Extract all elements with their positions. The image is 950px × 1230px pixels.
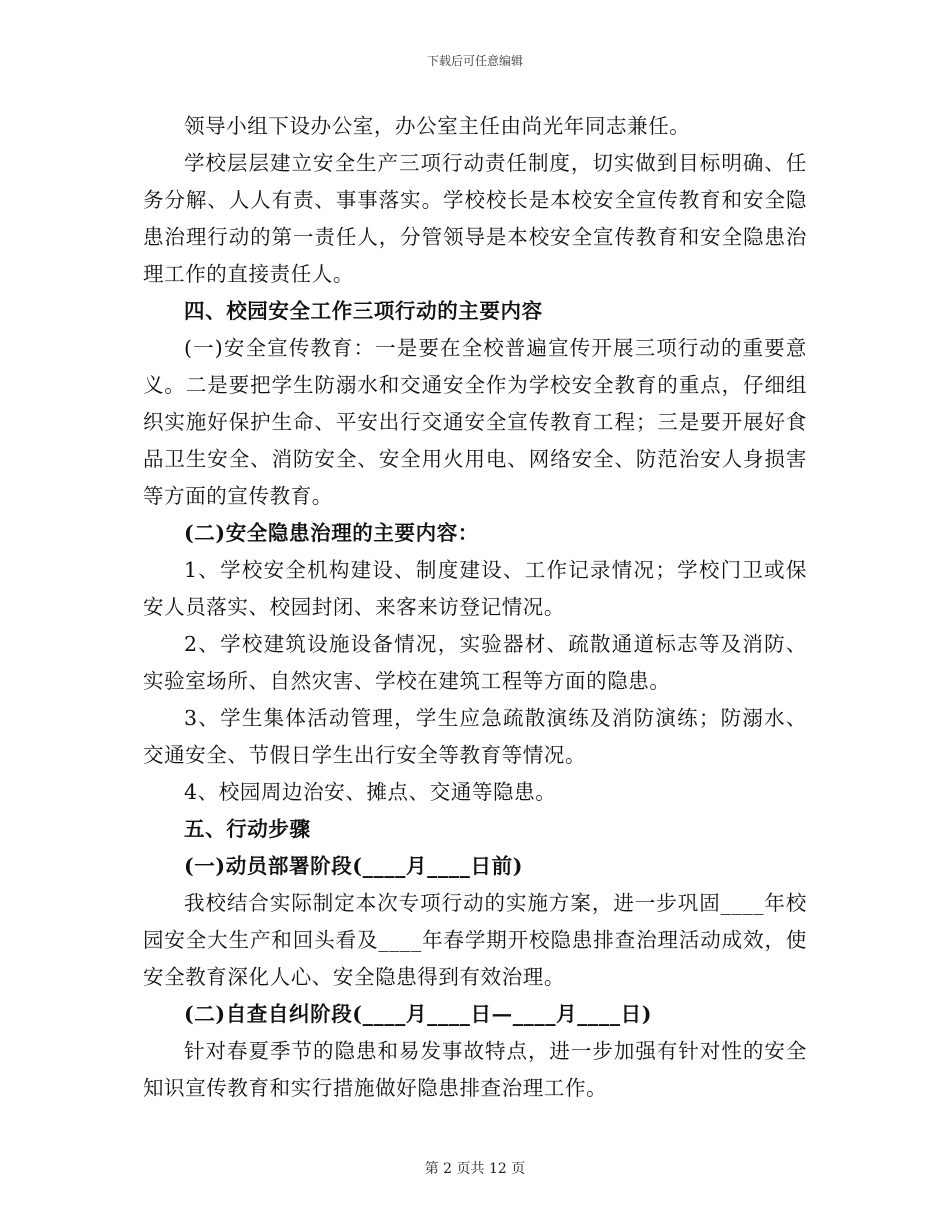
paragraph: 针对春夏季节的隐患和易发事故特点，进一步加强有针对性的安全知识宣传教育和实行措施做好隐患排查治理工作。 [143,1039,807,1100]
subsection-heading: (二)自查自纠阶段(____月____日—____月____日) [184,1002,652,1026]
list-item: 4、校园周边治安、摊点、交通等隐患。 [184,780,557,804]
list-item: 2、学校建筑设施设备情况，实验器材、疏散通道标志等及消防、实验室场所、自然灾害、学校在建筑工程等方面的隐患。 [143,632,807,693]
page-header: 下载后可任意编辑 [426,54,523,68]
list-item: 1、学校安全机构建设、制度建设、工作记录情况；学校门卫或保安人员落实、校园封闭、来客来访登记情况。 [143,558,807,619]
paragraph: 领导小组下设办公室，办公室主任由尚光年同志兼任。 [184,114,691,138]
paragraph: (一)安全宣传教育：一是要在全校普遍宣传开展三项行动的重要意义。二是要把学生防溺水和交通安全作为学校安全教育的重点，仔细组织实施好保护生命、平安出行交通安全宣传教育工程；三是要开展好食品卫生安全、消防安全、安全用火用电、网络安全、防范治安人身损害等方面的宣传教育。 [143,336,807,508]
document-body [143,108,807,1107]
section-heading: 四、校园安全工作三项行动的主要内容 [184,299,543,323]
section-heading: 五、行动步骤 [184,817,311,841]
subsection-heading: (二)安全隐患治理的主要内容： [184,521,479,545]
paragraph: 我校结合实际制定本次专项行动的实施方案，进一步巩固____年校园安全大生产和回头看及____年春学期开校隐患排查治理活动成效，使安全教育深化人心、安全隐患得到有效治理。 [143,891,807,989]
page-footer: 第 2 页共 12 页 [424,1161,526,1177]
subsection-heading: (一)动员部署阶段(____月____日前) [184,854,523,878]
paragraph: 学校层层建立安全生产三项行动责任制度，切实做到目标明确、任务分解、人人有责、事事落实。学校校长是本校安全宣传教育和安全隐患治理行动的第一责任人，分管领导是本校安全宣传教育和安全隐患治理工作的直接责任人。 [143,151,807,286]
list-item: 3、学生集体活动管理，学生应急疏散演练及消防演练；防溺水、交通安全、节假日学生出行安全等教育等情况。 [143,706,807,767]
